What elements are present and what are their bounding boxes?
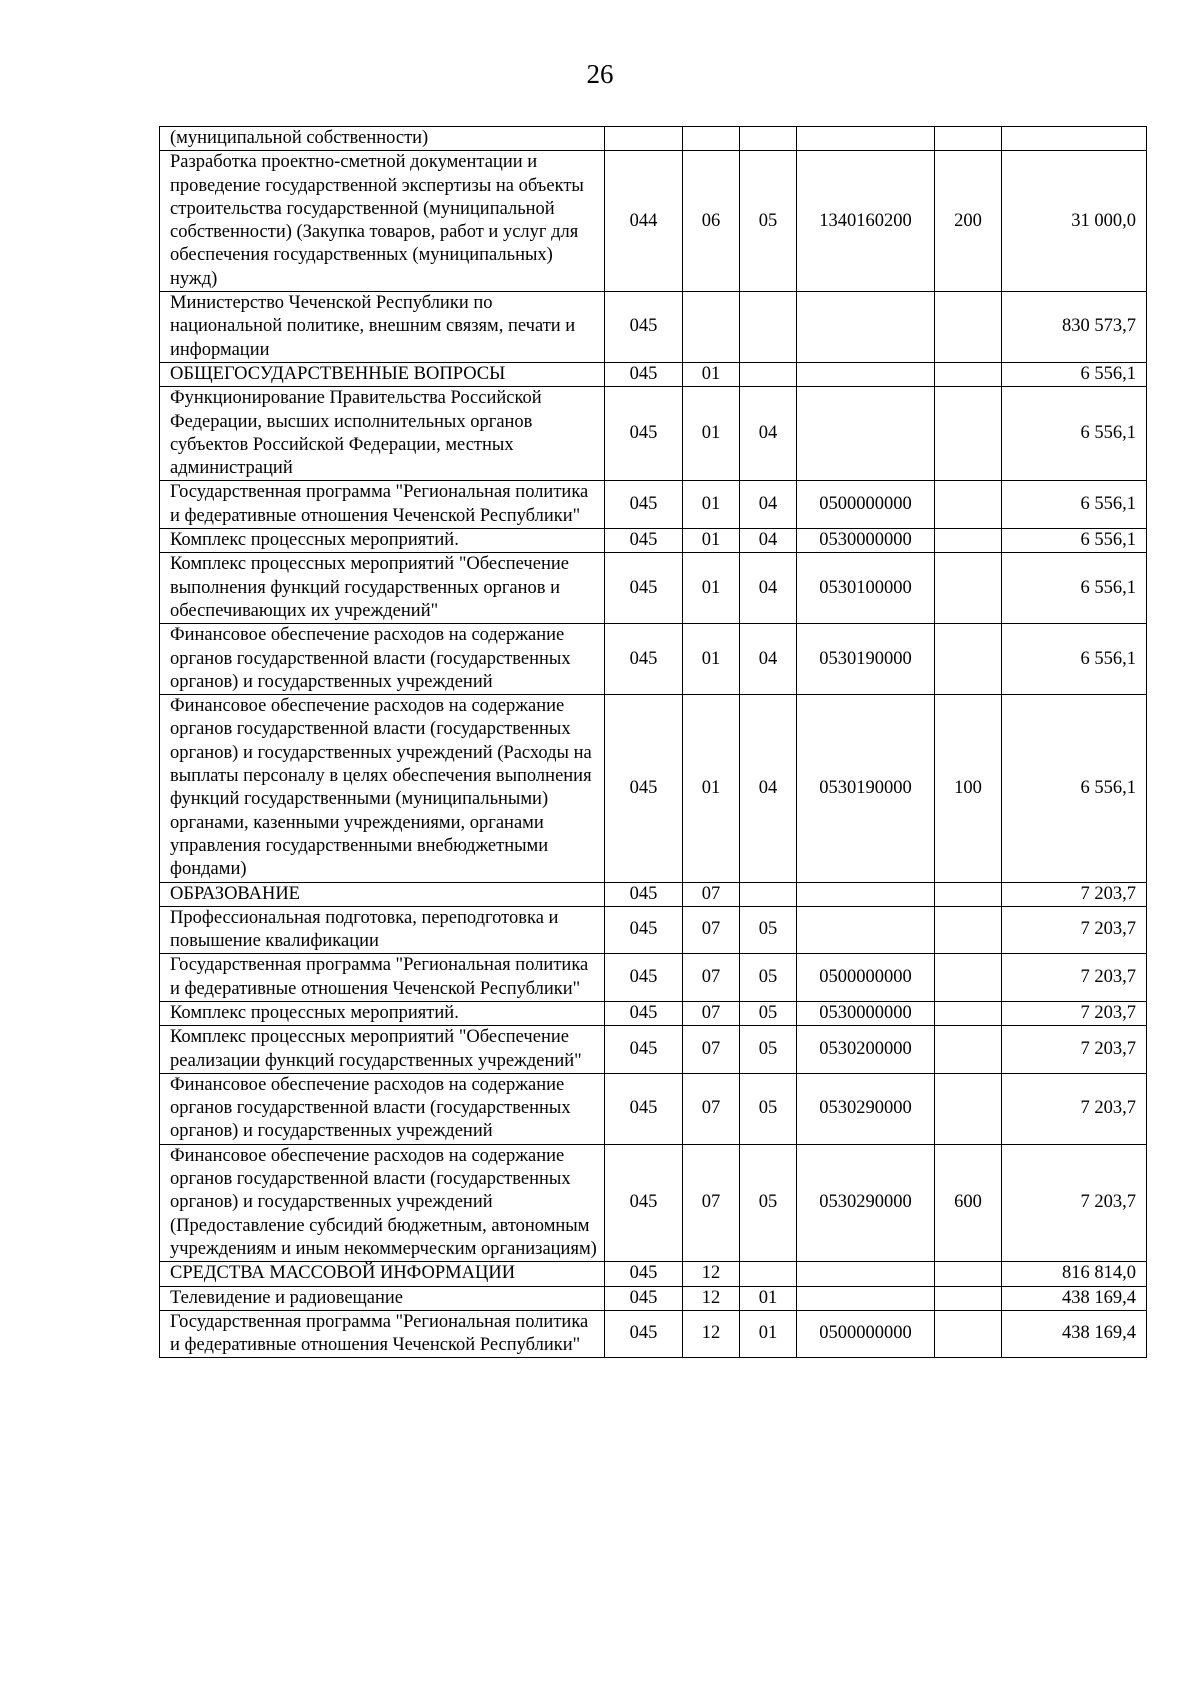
section-code-cell: 01 [683, 481, 740, 529]
ministry-code-cell: 045 [605, 954, 683, 1002]
amount-cell: 7 203,7 [1002, 1073, 1147, 1144]
ministry-code-cell: 045 [605, 387, 683, 481]
expense-type-code-cell [935, 362, 1002, 386]
ministry-code-cell: 045 [605, 529, 683, 553]
target-article-code-cell: 0530290000 [797, 1073, 935, 1144]
section-code-cell [683, 292, 740, 363]
section-code-cell: 12 [683, 1286, 740, 1310]
ministry-code-cell: 045 [605, 292, 683, 363]
expense-type-code-cell [935, 954, 1002, 1002]
section-code-cell: 06 [683, 151, 740, 292]
table-row [160, 151, 1147, 292]
subsection-code-cell: 04 [740, 553, 797, 624]
item-name-cell: ОБЩЕГОСУДАРСТВЕННЫЕ ВОПРОСЫ [160, 362, 605, 386]
amount-cell: 6 556,1 [1002, 387, 1147, 481]
table-row [160, 1001, 1147, 1025]
subsection-code-cell [740, 1262, 797, 1286]
table-row [160, 481, 1147, 529]
amount-cell: 7 203,7 [1002, 1144, 1147, 1261]
expense-type-code-cell [935, 1262, 1002, 1286]
expense-type-code-cell [935, 292, 1002, 363]
item-name-cell: Финансовое обеспечение расходов на содержание органов государственной власти (государственных органов) и государственных учреждений [160, 624, 605, 695]
ministry-code-cell: 045 [605, 1262, 683, 1286]
target-article-code-cell [797, 882, 935, 906]
item-name-cell: Разработка проектно-сметной документации и проведение государственной экспертизы на объекты строительства государственной (муниципальной собственности) (Закупка товаров, работ и услуг для обеспечения государственных (муниципальных) нужд) [160, 151, 605, 292]
item-name-cell: СРЕДСТВА МАССОВОЙ ИНФОРМАЦИИ [160, 1262, 605, 1286]
item-name-cell: Финансовое обеспечение расходов на содержание органов государственной власти (государственных органов) и государственных учреждений (Предоставление субсидий бюджетным, автономным учреждениям и иным некоммерческим организациям) [160, 1144, 605, 1261]
section-code-cell: 07 [683, 1073, 740, 1144]
target-article-code-cell [797, 1262, 935, 1286]
item-name-cell: Министерство Чеченской Республики по национальной политике, внешним связям, печати и информации [160, 292, 605, 363]
amount-cell: 7 203,7 [1002, 1001, 1147, 1025]
expense-type-code-cell [935, 529, 1002, 553]
amount-cell: 7 203,7 [1002, 906, 1147, 954]
amount-cell: 6 556,1 [1002, 624, 1147, 695]
subsection-code-cell: 04 [740, 529, 797, 553]
item-name-cell: Государственная программа "Региональная политика и федеративные отношения Чеченской Республики" [160, 481, 605, 529]
table-row [160, 553, 1147, 624]
table-row [160, 882, 1147, 906]
expense-type-code-cell [935, 624, 1002, 695]
ministry-code-cell: 045 [605, 695, 683, 882]
table-row [160, 127, 1147, 151]
item-name-cell: Финансовое обеспечение расходов на содержание органов государственной власти (государственных органов) и государственных учреждений [160, 1073, 605, 1144]
expense-type-code-cell [935, 1310, 1002, 1358]
target-article-code-cell: 0530000000 [797, 1001, 935, 1025]
subsection-code-cell: 04 [740, 481, 797, 529]
amount-cell: 830 573,7 [1002, 292, 1147, 363]
table-row [160, 1286, 1147, 1310]
subsection-code-cell: 04 [740, 695, 797, 882]
subsection-code-cell: 05 [740, 1144, 797, 1261]
subsection-code-cell: 05 [740, 1073, 797, 1144]
subsection-code-cell [740, 362, 797, 386]
subsection-code-cell: 05 [740, 954, 797, 1002]
ministry-code-cell: 045 [605, 1144, 683, 1261]
subsection-code-cell: 05 [740, 151, 797, 292]
amount-cell: 6 556,1 [1002, 553, 1147, 624]
expense-type-code-cell [935, 1286, 1002, 1310]
section-code-cell: 07 [683, 1026, 740, 1074]
expense-type-code-cell [935, 553, 1002, 624]
item-name-cell: Комплекс процессных мероприятий. [160, 529, 605, 553]
subsection-code-cell [740, 882, 797, 906]
table-row [160, 1262, 1147, 1286]
section-code-cell: 07 [683, 1001, 740, 1025]
budget-table-body [160, 127, 1147, 1358]
ministry-code-cell: 045 [605, 1286, 683, 1310]
table-row [160, 1144, 1147, 1261]
item-name-cell: Государственная программа "Региональная политика и федеративные отношения Чеченской Республики" [160, 954, 605, 1002]
expense-type-code-cell [935, 1001, 1002, 1025]
target-article-code-cell: 1340160200 [797, 151, 935, 292]
section-code-cell: 01 [683, 529, 740, 553]
section-code-cell: 01 [683, 624, 740, 695]
target-article-code-cell [797, 292, 935, 363]
target-article-code-cell: 0530290000 [797, 1144, 935, 1261]
ministry-code-cell: 045 [605, 1310, 683, 1358]
subsection-code-cell: 05 [740, 906, 797, 954]
target-article-code-cell: 0530000000 [797, 529, 935, 553]
subsection-code-cell: 01 [740, 1286, 797, 1310]
expense-type-code-cell: 200 [935, 151, 1002, 292]
target-article-code-cell: 0500000000 [797, 481, 935, 529]
subsection-code-cell: 05 [740, 1001, 797, 1025]
target-article-code-cell [797, 127, 935, 151]
amount-cell: 438 169,4 [1002, 1310, 1147, 1358]
amount-cell: 6 556,1 [1002, 695, 1147, 882]
expense-type-code-cell: 600 [935, 1144, 1002, 1261]
ministry-code-cell: 044 [605, 151, 683, 292]
item-name-cell: Профессиональная подготовка, переподготовка и повышение квалификации [160, 906, 605, 954]
ministry-code-cell [605, 127, 683, 151]
subsection-code-cell: 01 [740, 1310, 797, 1358]
amount-cell: 7 203,7 [1002, 1026, 1147, 1074]
amount-cell: 7 203,7 [1002, 954, 1147, 1002]
table-row [160, 1026, 1147, 1074]
table-row [160, 1073, 1147, 1144]
subsection-code-cell [740, 127, 797, 151]
amount-cell: 6 556,1 [1002, 481, 1147, 529]
item-name-cell: Государственная программа "Региональная политика и федеративные отношения Чеченской Республики" [160, 1310, 605, 1358]
expense-type-code-cell [935, 1073, 1002, 1144]
table-row [160, 624, 1147, 695]
item-name-cell: Телевидение и радиовещание [160, 1286, 605, 1310]
ministry-code-cell: 045 [605, 906, 683, 954]
ministry-code-cell: 045 [605, 553, 683, 624]
ministry-code-cell: 045 [605, 481, 683, 529]
subsection-code-cell: 04 [740, 387, 797, 481]
section-code-cell: 07 [683, 954, 740, 1002]
target-article-code-cell: 0530190000 [797, 624, 935, 695]
expense-type-code-cell [935, 387, 1002, 481]
table-row [160, 954, 1147, 1002]
amount-cell: 438 169,4 [1002, 1286, 1147, 1310]
item-name-cell: (муниципальной собственности) [160, 127, 605, 151]
target-article-code-cell: 0500000000 [797, 954, 935, 1002]
section-code-cell: 01 [683, 695, 740, 882]
table-row [160, 695, 1147, 882]
expense-type-code-cell [935, 481, 1002, 529]
table-row [160, 362, 1147, 386]
expense-type-code-cell [935, 1026, 1002, 1074]
item-name-cell: Комплекс процессных мероприятий. [160, 1001, 605, 1025]
section-code-cell: 01 [683, 362, 740, 386]
table-row [160, 292, 1147, 363]
expense-type-code-cell [935, 882, 1002, 906]
target-article-code-cell: 0530200000 [797, 1026, 935, 1074]
section-code-cell: 12 [683, 1310, 740, 1358]
ministry-code-cell: 045 [605, 362, 683, 386]
item-name-cell: Функционирование Правительства Российской Федерации, высших исполнительных органов субъектов Российской Федерации, местных администраций [160, 387, 605, 481]
amount-cell [1002, 127, 1147, 151]
target-article-code-cell: 0530100000 [797, 553, 935, 624]
page-number: 26 [586, 59, 614, 89]
ministry-code-cell: 045 [605, 1001, 683, 1025]
target-article-code-cell [797, 387, 935, 481]
ministry-code-cell: 045 [605, 1073, 683, 1144]
section-code-cell: 01 [683, 387, 740, 481]
ministry-code-cell: 045 [605, 1026, 683, 1074]
target-article-code-cell [797, 906, 935, 954]
section-code-cell: 12 [683, 1262, 740, 1286]
section-code-cell: 07 [683, 1144, 740, 1261]
ministry-code-cell: 045 [605, 882, 683, 906]
ministry-code-cell: 045 [605, 624, 683, 695]
target-article-code-cell: 0530190000 [797, 695, 935, 882]
item-name-cell: Комплекс процессных мероприятий "Обеспечение выполнения функций государственных органов и обеспечивающих их учреждений" [160, 553, 605, 624]
section-code-cell: 07 [683, 906, 740, 954]
amount-cell: 816 814,0 [1002, 1262, 1147, 1286]
section-code-cell [683, 127, 740, 151]
expense-type-code-cell [935, 127, 1002, 151]
section-code-cell: 01 [683, 553, 740, 624]
table-row [160, 529, 1147, 553]
target-article-code-cell [797, 1286, 935, 1310]
subsection-code-cell: 05 [740, 1026, 797, 1074]
amount-cell: 6 556,1 [1002, 362, 1147, 386]
subsection-code-cell: 04 [740, 624, 797, 695]
section-code-cell: 07 [683, 882, 740, 906]
amount-cell: 31 000,0 [1002, 151, 1147, 292]
amount-cell: 7 203,7 [1002, 882, 1147, 906]
table-row [160, 387, 1147, 481]
subsection-code-cell [740, 292, 797, 363]
item-name-cell: ОБРАЗОВАНИЕ [160, 882, 605, 906]
item-name-cell: Финансовое обеспечение расходов на содержание органов государственной власти (государственных органов) и государственных учреждений (Расходы на выплаты персоналу в целях обеспечения выполнения функций государственными (муниципальными) органами, казенными учреждениями, органами управления государственными внебюджетными фондами) [160, 695, 605, 882]
expense-type-code-cell [935, 906, 1002, 954]
target-article-code-cell: 0500000000 [797, 1310, 935, 1358]
item-name-cell: Комплекс процессных мероприятий "Обеспечение реализации функций государственных учреждений" [160, 1026, 605, 1074]
target-article-code-cell [797, 362, 935, 386]
amount-cell: 6 556,1 [1002, 529, 1147, 553]
budget-table [159, 126, 1147, 1358]
table-row [160, 1310, 1147, 1358]
expense-type-code-cell: 100 [935, 695, 1002, 882]
table-row [160, 906, 1147, 954]
